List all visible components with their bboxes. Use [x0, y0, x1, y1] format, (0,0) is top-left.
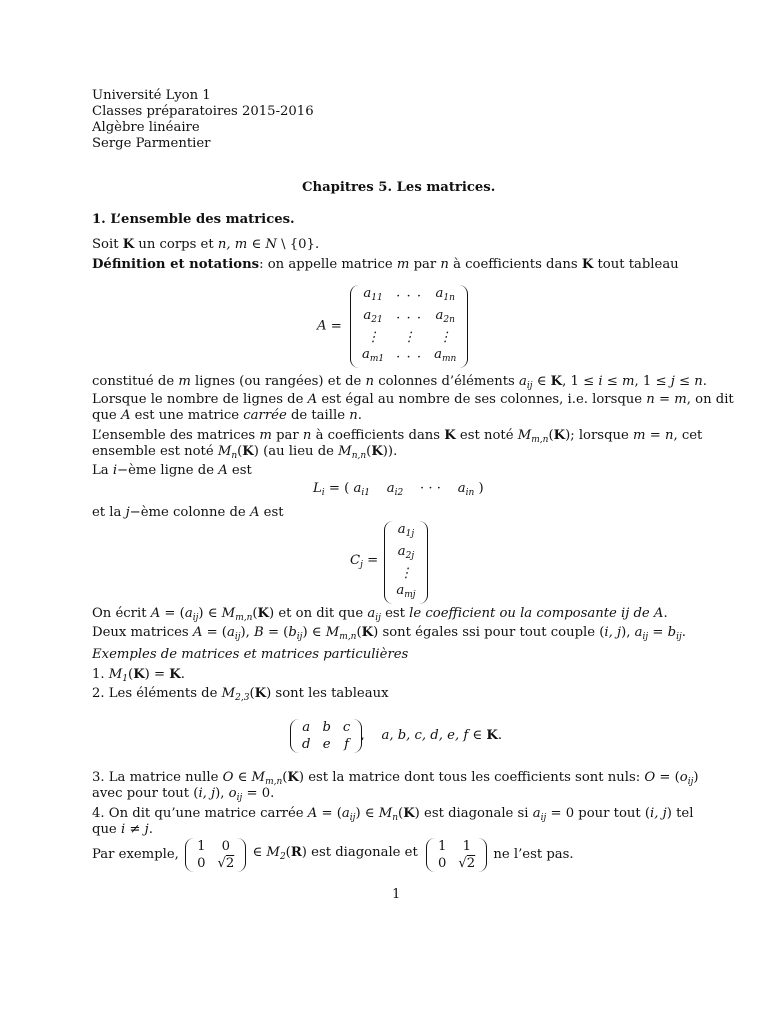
matrix-a: A = $a_{11}$ · · · $a_{1n}$ $a_{21}$ · · · $a_{2n}$ ⋮ ⋮ ⋮ $a_{m1}$ · · · $a_{mn}$	[317, 285, 462, 368]
section-heading: 1. L’ensemble des matrices.	[92, 212, 295, 227]
header-university: Université Lyon 1	[92, 88, 211, 103]
lorsque-line-2: que A est une matrice carrée de taille n.	[92, 408, 362, 423]
chapter-title: Chapitres 5. Les matrices.	[302, 180, 496, 195]
diagonal-example: Par exemple, 1 0 0 √2 ∈ $M_2(R)$ est diagonale et 1 1 0 √2 ne l’est pas.	[92, 839, 574, 871]
ensemble-line-2: ensemble est noté $M_n(K)$ (au lieu de $M_{n,n}(K)$).	[92, 444, 398, 461]
definition-line: Définition et notations: on appelle matrice m par n à coefficients dans K tout tableau	[92, 257, 679, 272]
constitue-line: constitué de m lignes (ou rangées) et de n colonnes d’éléments $a_{ij}$ ∈ K, 1 ≤ i ≤ m, 1 ≤ j ≤ n.	[92, 374, 707, 391]
header-course: Algèbre linéaire	[92, 120, 200, 135]
row-li: $L_i$ = ( $a_{i1}$ $a_{i2}$ · · · $a_{in}$ )	[313, 481, 484, 498]
exemples-heading: Exemples de matrices et matrices particulières	[92, 647, 409, 662]
page-number: 1	[392, 887, 401, 902]
column-cj: $C_j$ = $a_{1j}$ $a_{2j}$ ⋮ $a_{mj}$	[350, 521, 422, 604]
header-author: Serge Parmentier	[92, 136, 211, 151]
ensemble-line-1: L’ensemble des matrices m par n à coefficients dans K est noté $M_{m,n}(K)$; lorsque m = n, cet	[92, 428, 703, 445]
example-1: 1. $M_1(K) = K$.	[92, 667, 185, 684]
example-3-line-1: 3. La matrice nulle O ∈ $M_{m,n}(K)$ est la matrice dont tous les coefficients sont nuls: $O = (o_{ij})$	[92, 770, 699, 787]
ligne-line: La i−ème ligne de A est	[92, 463, 252, 478]
example-4-line-2: que i ≠ j.	[92, 822, 153, 837]
colonne-line: et la j−ème colonne de A est	[92, 505, 284, 520]
on-ecrit-line: On écrit $A = (a_{ij})$ ∈ $M_{m,n}(K)$ et on dit que $a_{ij}$ est le coefficient ou la composante ij de A.	[92, 606, 668, 623]
matrix-2x3: a b c d e f , a, b, c, d, e, f ∈ K.	[296, 719, 502, 753]
example-3-line-2: avec pour tout (i, j), $o_{ij} = 0$.	[92, 786, 275, 803]
soit-line: Soit K un corps et n, m ∈ N \ {0}.	[92, 237, 320, 252]
example-2: 2. Les éléments de $M_{2,3}(K)$ sont les tableaux	[92, 686, 389, 703]
definition-label: Définition et notations	[92, 257, 260, 272]
example-4-line-1: 4. On dit qu’une matrice carrée $A = (a_{ij})$ ∈ $M_n(K)$ est diagonale si $a_{ij} = 0$ pour tout (i, j) tel	[92, 806, 694, 823]
header-classes: Classes préparatoires 2015-2016	[92, 104, 314, 119]
lorsque-line-1: Lorsque le nombre de lignes de A est égal au nombre de ses colonnes, i.e. lorsque n = m, on dit	[92, 392, 734, 407]
deux-matrices-line: Deux matrices $A = (a_{ij})$, $B = (b_{ij})$ ∈ $M_{m,n}(K)$ sont égales ssi pour tout couple (i, j), $a_{ij} = b_{ij}$.	[92, 625, 686, 642]
